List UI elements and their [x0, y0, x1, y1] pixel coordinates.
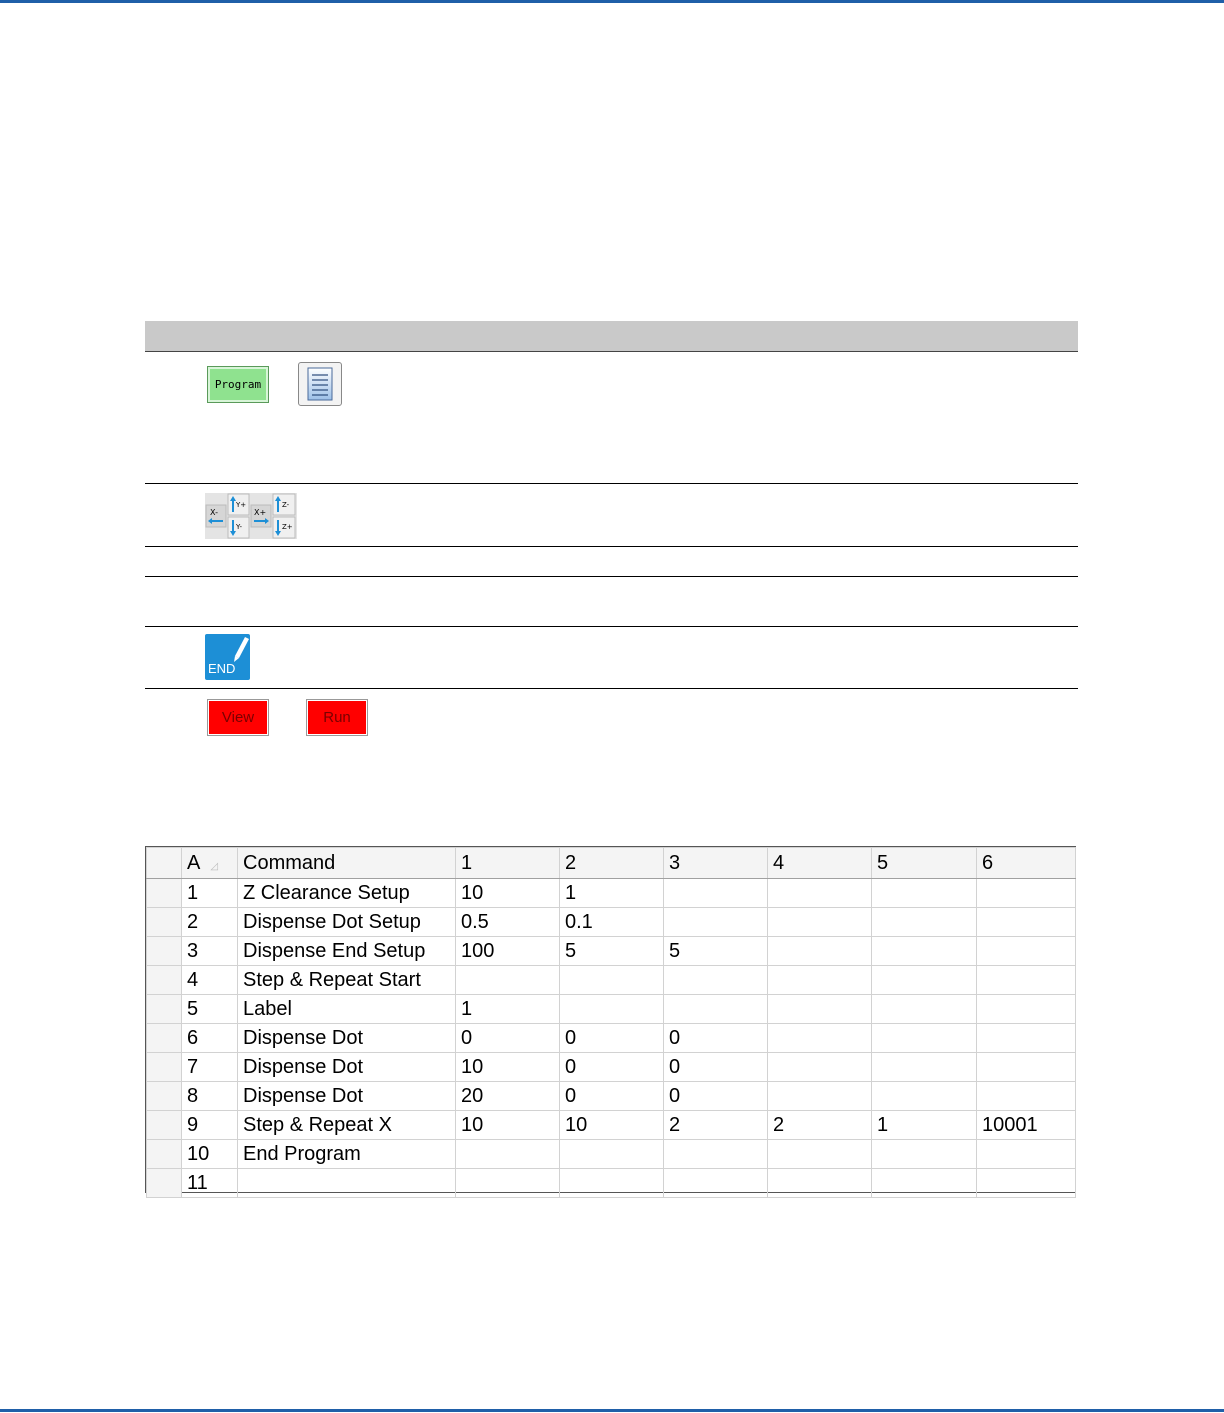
parameter-cell[interactable]: [456, 966, 560, 995]
sort-icon: ◿: [210, 860, 219, 872]
parameter-cell[interactable]: 0: [456, 1024, 560, 1053]
parameter-cell[interactable]: [977, 966, 1076, 995]
parameter-cell[interactable]: [560, 995, 664, 1024]
command-cell[interactable]: End Program: [238, 1140, 456, 1169]
row-selector[interactable]: [147, 995, 182, 1024]
parameter-cell[interactable]: 0.1: [560, 908, 664, 937]
parameter-cell[interactable]: [768, 1082, 872, 1111]
parameter-cell[interactable]: 10: [456, 879, 560, 908]
parameter-cell[interactable]: [664, 995, 768, 1024]
procedure-row-4: [145, 577, 1078, 627]
jog-y-plus-button[interactable]: [228, 494, 249, 515]
parameter-cell[interactable]: [560, 1140, 664, 1169]
parameter-cell[interactable]: [664, 1169, 768, 1198]
command-cell[interactable]: Label: [238, 995, 456, 1024]
parameter-cell[interactable]: [872, 937, 977, 966]
row-selector[interactable]: [147, 1053, 182, 1082]
command-cell[interactable]: Step & Repeat Start: [238, 966, 456, 995]
parameter-cell[interactable]: [768, 995, 872, 1024]
end-program-button[interactable]: [205, 634, 250, 680]
parameter-cell[interactable]: [977, 1053, 1076, 1082]
grid-header-row: [147, 848, 1076, 879]
parameter-cell[interactable]: [664, 908, 768, 937]
jog-z-plus-button[interactable]: [273, 517, 295, 538]
parameter-cell[interactable]: [872, 1024, 977, 1053]
parameter-cell[interactable]: [872, 1082, 977, 1111]
table-row[interactable]: [147, 1111, 1076, 1140]
parameter-cell[interactable]: [977, 908, 1076, 937]
column-header-5[interactable]: 5: [872, 848, 977, 879]
parameter-cell[interactable]: [560, 1169, 664, 1198]
step-number-cell[interactable]: 1: [182, 879, 238, 908]
parameter-cell[interactable]: 0: [560, 1024, 664, 1053]
parameter-cell[interactable]: 0: [664, 1053, 768, 1082]
column-header-3[interactable]: 3: [664, 848, 768, 879]
parameter-cell[interactable]: [768, 1140, 872, 1169]
parameter-cell[interactable]: [872, 1053, 977, 1082]
parameter-cell[interactable]: [768, 1053, 872, 1082]
parameter-cell[interactable]: 0: [664, 1024, 768, 1053]
parameter-cell[interactable]: 0: [560, 1053, 664, 1082]
parameter-cell[interactable]: [977, 995, 1076, 1024]
parameter-cell[interactable]: [664, 879, 768, 908]
program-grid: [145, 846, 1076, 1193]
parameter-cell[interactable]: [977, 937, 1076, 966]
parameter-cell[interactable]: [977, 879, 1076, 908]
command-cell[interactable]: Dispense Dot: [238, 1024, 456, 1053]
column-header-4[interactable]: 4: [768, 848, 872, 879]
row-selector[interactable]: [147, 1024, 182, 1053]
parameter-cell[interactable]: [872, 1140, 977, 1169]
svg-text:Y+: Y+: [236, 501, 247, 509]
parameter-cell[interactable]: 0: [664, 1082, 768, 1111]
parameter-cell[interactable]: 10: [456, 1053, 560, 1082]
parameter-cell[interactable]: 100: [456, 937, 560, 966]
row-selector[interactable]: [147, 1140, 182, 1169]
command-cell[interactable]: Dispense Dot Setup: [238, 908, 456, 937]
row-selector[interactable]: [147, 937, 182, 966]
view-button[interactable]: View: [207, 699, 269, 736]
parameter-cell[interactable]: 10: [456, 1111, 560, 1140]
parameter-cell[interactable]: [977, 1169, 1076, 1198]
row-selector[interactable]: [147, 1169, 182, 1198]
document-icon: [307, 367, 333, 401]
parameter-cell[interactable]: 1: [456, 995, 560, 1024]
step-number-cell[interactable]: 8: [182, 1082, 238, 1111]
parameter-cell[interactable]: 0.5: [456, 908, 560, 937]
command-cell[interactable]: Step & Repeat X: [238, 1111, 456, 1140]
table-row[interactable]: [147, 1169, 1076, 1198]
table-row[interactable]: [147, 1053, 1076, 1082]
svg-text:Z-: Z-: [282, 501, 290, 509]
row-selector[interactable]: [147, 908, 182, 937]
parameter-cell[interactable]: 5: [560, 937, 664, 966]
parameter-cell[interactable]: 0: [560, 1082, 664, 1111]
parameter-cell[interactable]: [872, 908, 977, 937]
jog-x-minus-button[interactable]: [206, 505, 226, 527]
run-button[interactable]: Run: [306, 699, 368, 736]
procedure-row-5: [145, 627, 1078, 689]
parameter-cell[interactable]: 5: [664, 937, 768, 966]
command-cell[interactable]: Dispense Dot: [238, 1053, 456, 1082]
parameter-cell[interactable]: [977, 1024, 1076, 1053]
parameter-cell[interactable]: [872, 995, 977, 1024]
parameter-cell[interactable]: [977, 1140, 1076, 1169]
procedure-row-1: [145, 352, 1078, 484]
parameter-cell[interactable]: [768, 1169, 872, 1198]
parameter-cell[interactable]: 10001: [977, 1111, 1076, 1140]
column-header-6[interactable]: 6: [977, 848, 1076, 879]
table-row[interactable]: [147, 937, 1076, 966]
step-number-cell[interactable]: 3: [182, 937, 238, 966]
parameter-cell[interactable]: [872, 1169, 977, 1198]
parameter-cell[interactable]: [768, 908, 872, 937]
jog-z-minus-button[interactable]: [273, 494, 295, 515]
table-row[interactable]: [147, 879, 1076, 908]
document-button[interactable]: [298, 362, 342, 406]
svg-text:X+: X+: [254, 508, 267, 517]
parameter-cell[interactable]: [768, 937, 872, 966]
svg-text:X-: X-: [210, 508, 218, 517]
grid-corner[interactable]: [147, 848, 182, 879]
procedure-table: [145, 321, 1078, 751]
table-row[interactable]: [147, 908, 1076, 937]
jog-control-icon[interactable]: [205, 493, 297, 539]
step-number-cell[interactable]: 11: [182, 1169, 238, 1198]
command-cell[interactable]: [238, 1169, 456, 1198]
parameter-cell[interactable]: [456, 1140, 560, 1169]
parameter-cell[interactable]: [560, 966, 664, 995]
column-header-2[interactable]: 2: [560, 848, 664, 879]
grid-body: [147, 879, 1076, 1198]
parameter-cell[interactable]: 10: [560, 1111, 664, 1140]
parameter-cell[interactable]: [872, 966, 977, 995]
command-cell[interactable]: Dispense End Setup: [238, 937, 456, 966]
procedure-row-2: [145, 484, 1078, 547]
row-selector[interactable]: [147, 879, 182, 908]
parameter-cell[interactable]: [768, 1024, 872, 1053]
table-row[interactable]: [147, 1082, 1076, 1111]
procedure-table-header: [145, 321, 1078, 352]
parameter-cell[interactable]: [977, 1082, 1076, 1111]
parameter-cell[interactable]: [768, 966, 872, 995]
jog-y-minus-button[interactable]: [228, 517, 249, 538]
step-number-cell[interactable]: 5: [182, 995, 238, 1024]
jog-x-plus-button[interactable]: [251, 505, 271, 527]
program-button[interactable]: Program: [207, 366, 269, 403]
parameter-cell[interactable]: 2: [768, 1111, 872, 1140]
parameter-cell[interactable]: [768, 879, 872, 908]
step-number-cell[interactable]: 6: [182, 1024, 238, 1053]
table-row[interactable]: [147, 1140, 1076, 1169]
table-row[interactable]: [147, 995, 1076, 1024]
parameter-cell[interactable]: 2: [664, 1111, 768, 1140]
parameter-cell[interactable]: [456, 1169, 560, 1198]
svg-text:Y-: Y-: [236, 523, 242, 531]
procedure-row-3: [145, 547, 1078, 577]
row-selector[interactable]: [147, 1082, 182, 1111]
top-rule: [0, 0, 1224, 3]
parameter-cell[interactable]: [664, 966, 768, 995]
step-number-cell[interactable]: 7: [182, 1053, 238, 1082]
table-row[interactable]: [147, 1024, 1076, 1053]
svg-text:Z+: Z+: [282, 523, 293, 531]
step-number-cell[interactable]: 9: [182, 1111, 238, 1140]
step-number-cell[interactable]: 2: [182, 908, 238, 937]
parameter-cell[interactable]: 1: [872, 1111, 977, 1140]
column-header-command[interactable]: Command: [238, 848, 456, 879]
end-label: END: [208, 661, 236, 676]
parameter-cell[interactable]: [872, 879, 977, 908]
row-selector[interactable]: [147, 1111, 182, 1140]
step-number-cell[interactable]: 10: [182, 1140, 238, 1169]
command-cell[interactable]: Z Clearance Setup: [238, 879, 456, 908]
procedure-row-6: [145, 689, 1078, 751]
parameter-cell[interactable]: 1: [560, 879, 664, 908]
column-header-1[interactable]: 1: [456, 848, 560, 879]
row-selector[interactable]: [147, 966, 182, 995]
column-header-a[interactable]: A ◿: [182, 848, 238, 879]
table-row[interactable]: [147, 966, 1076, 995]
bottom-rule: [0, 1409, 1224, 1412]
parameter-cell[interactable]: [664, 1140, 768, 1169]
parameter-cell[interactable]: 20: [456, 1082, 560, 1111]
command-cell[interactable]: Dispense Dot: [238, 1082, 456, 1111]
step-number-cell[interactable]: 4: [182, 966, 238, 995]
